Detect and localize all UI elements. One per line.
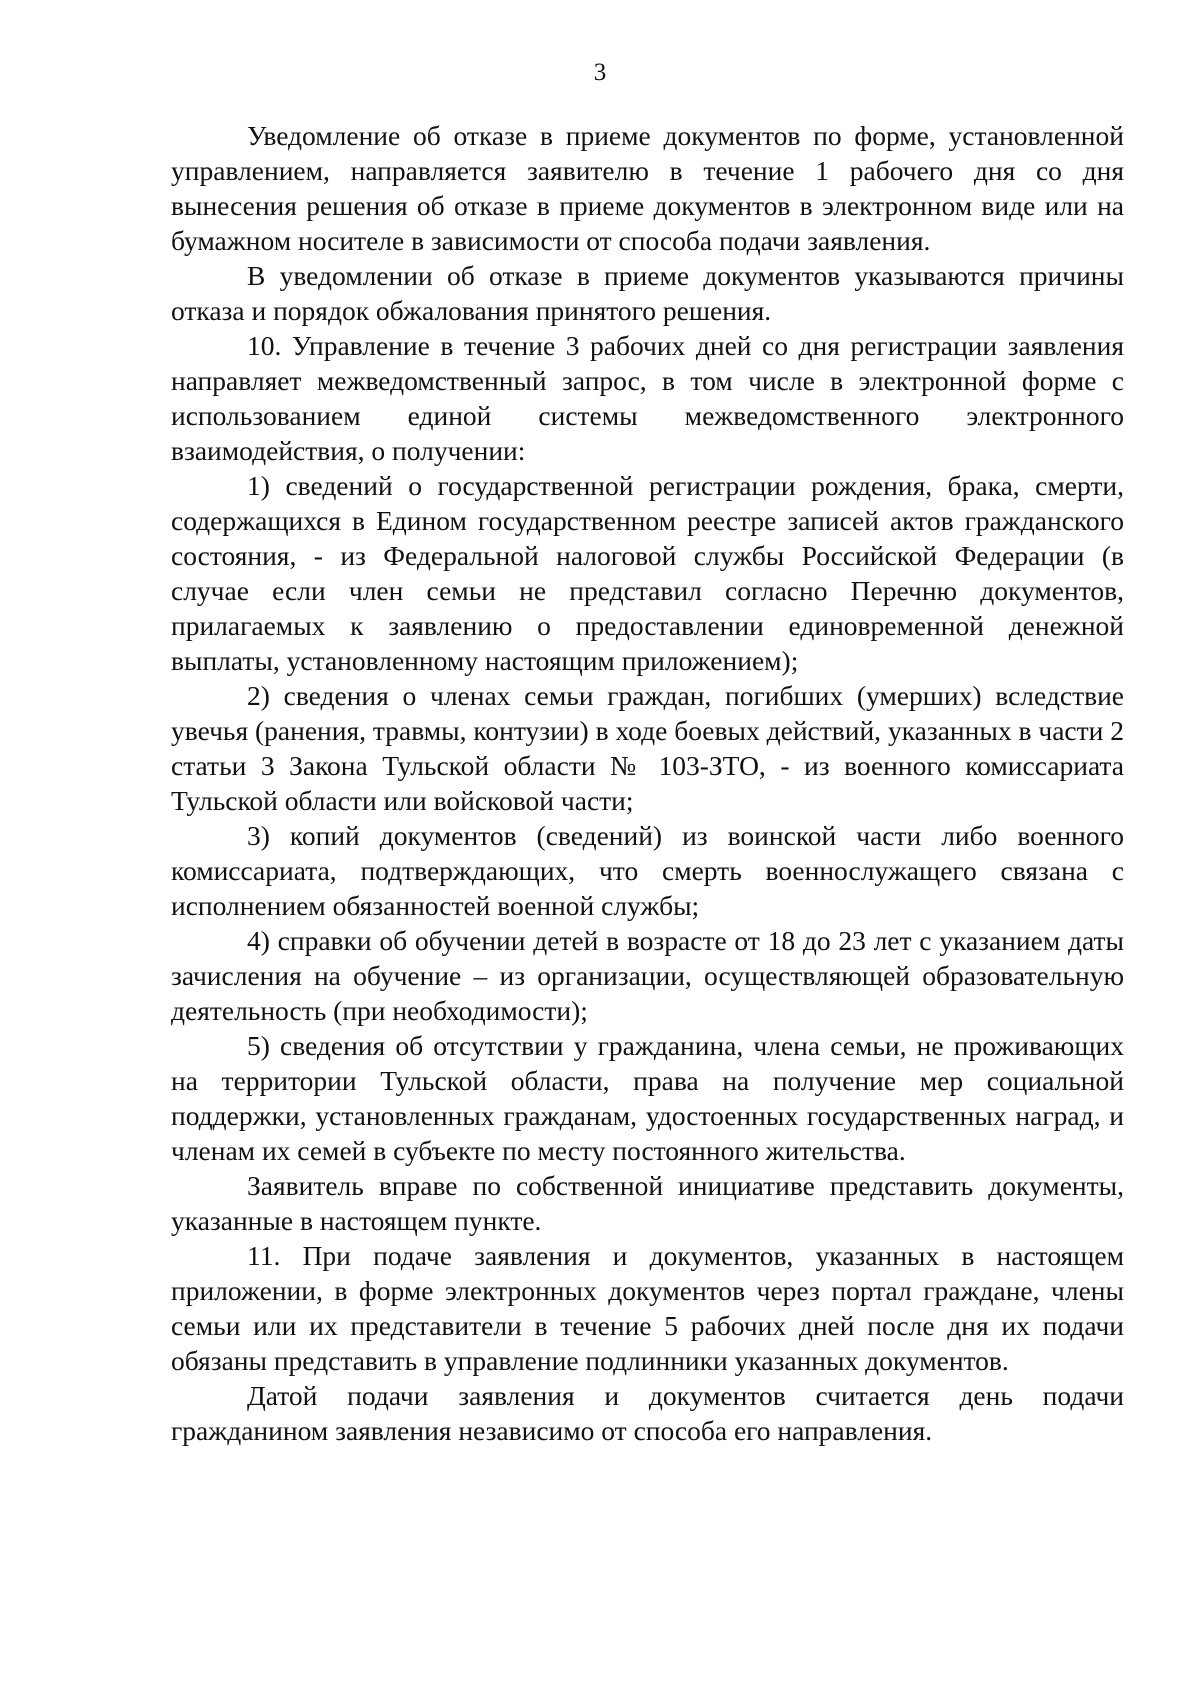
paragraph-subitem-5: 5) сведения об отсутствии у гражданина, члена семьи, не проживающих на территории Тульской области, права на получение мер социальной поддержки, установленных гражданам, удостоенных государственных наград, и членам их семей в субъекте по месту постоянного жительства. (171, 1030, 1124, 1166)
paragraph-subitem-3: 3) копий документов (сведений) из воинской части либо военного комиссариата, подтверждающих, что смерть военнослужащего связана с исполнением обязанностей военной службы; (171, 820, 1124, 921)
paragraph-subitem-1: 1) сведений о государственной регистрации рождения, брака, смерти, содержащихся в Едином государственном реестре записей актов гражданского состояния, - из Федеральной налоговой службы Российской Федерации (в случае если член семьи не представил согласно Перечню документов, прилагаемых к заявлению о предоставлении единовременной денежной выплаты, установленному настоящим приложением); (171, 470, 1124, 676)
document-body (171, 118, 1124, 1448)
paragraph-submission-date: Датой подачи заявления и документов считается день подачи гражданином заявления независимо от способа его направления. (171, 1380, 1124, 1446)
page-number: 3 (593, 59, 607, 86)
paragraph-applicant-right: Заявитель вправе по собственной инициативе представить документы, указанные в настоящем пункте. (171, 1170, 1124, 1236)
paragraph-item-10: 10. Управление в течение 3 рабочих дней со дня регистрации заявления направляет межведомственный запрос, в том числе в электронной форме с использованием единой системы межведомственного электронного взаимодействия, о получении: (171, 330, 1124, 466)
paragraph-refusal-reasons: В уведомлении об отказе в приеме документов указываются причины отказа и порядок обжалования принятого решения. (171, 260, 1124, 326)
paragraph-subitem-4: 4) справки об обучении детей в возрасте от 18 до 23 лет с указанием даты зачисления на обучение – из организации, осуществляющей образовательную деятельность (при необходимости); (171, 925, 1124, 1026)
paragraph-notice-refusal: Уведомление об отказе в приеме документов по форме, установленной управлением, направляется заявителю в течение 1 рабочего дня со дня вынесения решения об отказе в приеме документов в электронном виде или на бумажном носителе в зависимости от способа подачи заявления. (171, 120, 1124, 256)
paragraph-item-11: 11. При подаче заявления и документов, указанных в настоящем приложении, в форме электронных документов через портал граждане, члены семьи или их представители в течение 5 рабочих дней после дня их подачи обязаны представить в управление подлинники указанных документов. (171, 1240, 1124, 1376)
paragraph-subitem-2: 2) сведения о членах семьи граждан, погибших (умерших) вследствие увечья (ранения, травмы, контузии) в ходе боевых действий, указанных в части 2 статьи 3 Закона Тульской области № 103-ЗТО, - из военного комиссариата Тульской области или войсковой части; (171, 680, 1124, 816)
